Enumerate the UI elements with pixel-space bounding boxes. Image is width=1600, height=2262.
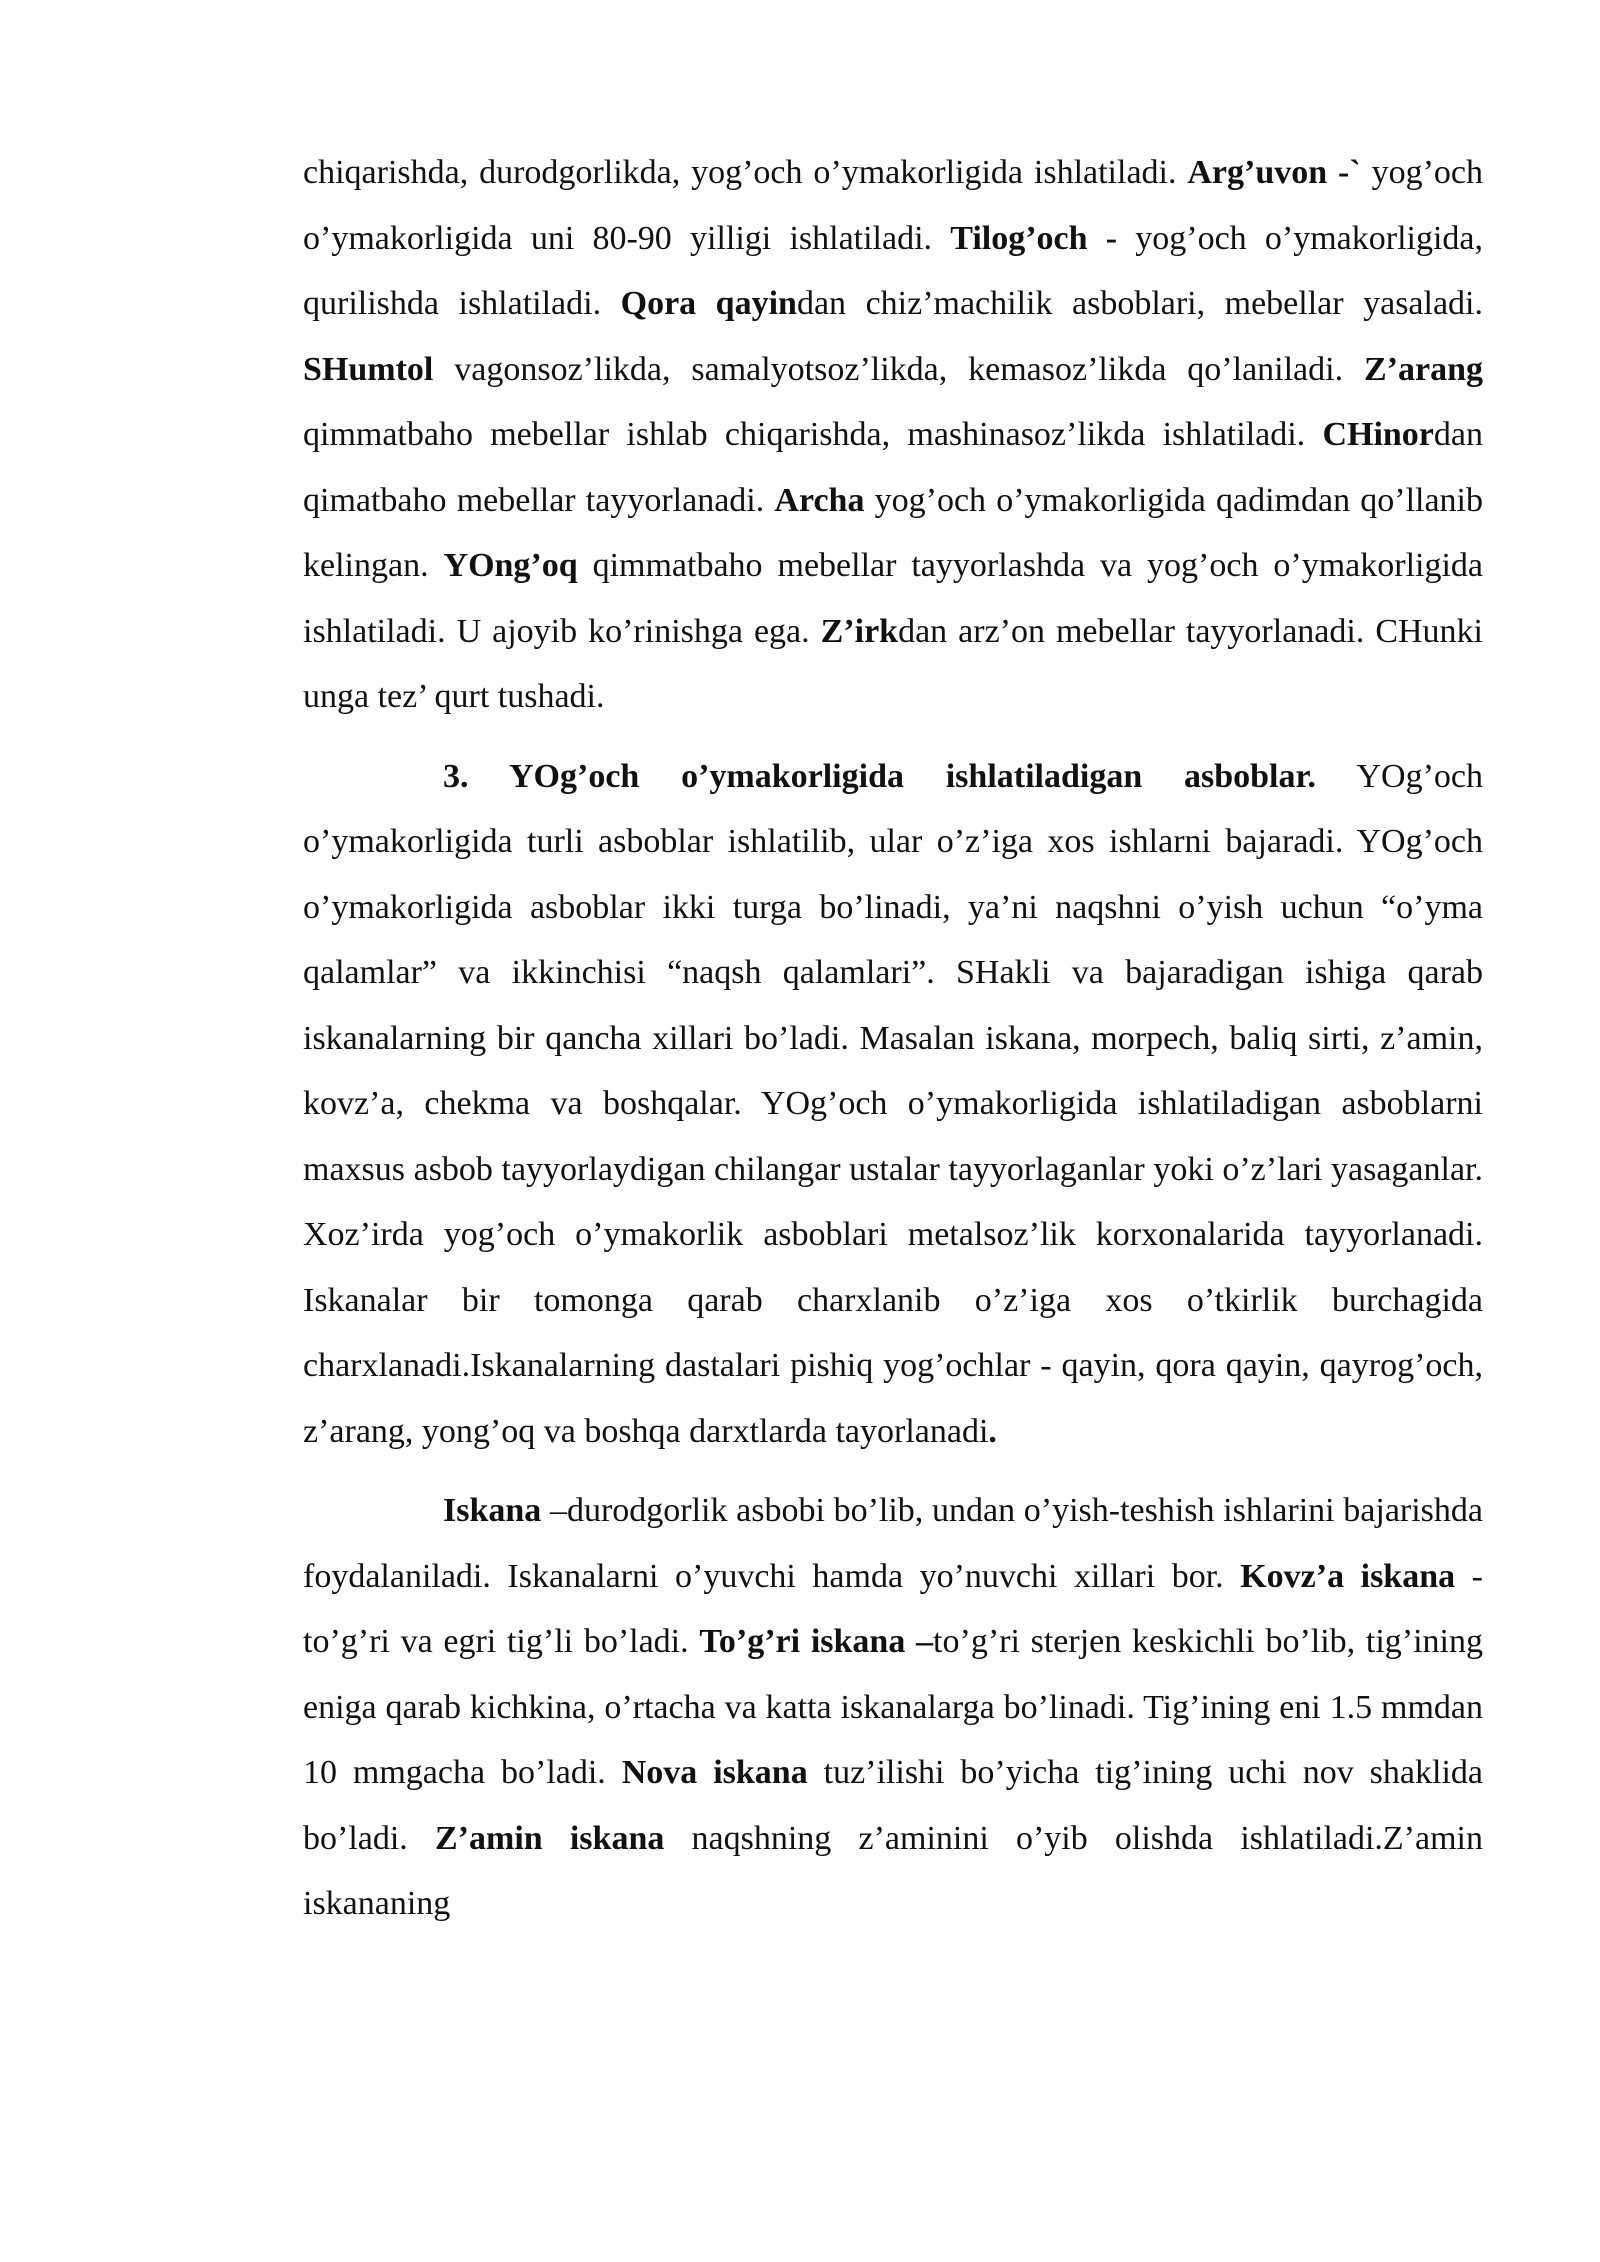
bold-term: Tilog’och -: [950, 219, 1118, 257]
text-run: chiqarishda, durodgorlikda, yog’och o’ymakorligida ishlatiladi.: [303, 154, 1188, 191]
bold-term: Qora qayin: [620, 285, 797, 322]
bold-term: Kovz’a iskana: [1240, 1557, 1456, 1595]
bold-term: Z’arang: [1364, 350, 1483, 388]
paragraph-iskana: [303, 1478, 1483, 1937]
document-page: [303, 140, 1483, 1937]
text-run: dan qimatbaho mebellar tayyorlanadi.: [303, 416, 1483, 519]
bold-term: Arg’uvon -`: [1187, 154, 1361, 191]
text-run: -to’g’ri va egri tig’li bo’ladi.: [303, 1557, 1483, 1660]
text-run: naqshning z’aminini o’yib olishda ishlatiladi.Z’amin iskananing: [303, 1819, 1483, 1922]
bold-term: Iskana: [443, 1492, 542, 1529]
text-run: dan chiz’machilik asboblari, mebellar yasaladi.: [796, 285, 1483, 322]
bold-term: .: [988, 1412, 997, 1450]
text-run: yog’och o’ymakorligida uni 80-90 yilligi ishlatiladi.: [303, 154, 1483, 257]
text-run: to’g’ri sterjen keskichli bo’lib, tig’ining eniga qarab kichkina, o’rtacha va katta iskanalarga bo’linadi. Tig’ining eni 1.5 mmdan 10 mmgacha bo’ladi.: [303, 1623, 1484, 1791]
text-run: yog’och o’ymakorligida qadimdan qo’llanib kelingan.: [303, 481, 1484, 584]
text-run: qimmatbaho mebellar tayyorlashda va yog’och o’ymakorligida ishlatiladi. U ajoyib ko’rinishga ega.: [303, 547, 1484, 650]
text-run: YOg’och o’ymakorligida turli asboblar ishlatilib, ular o’z’iga xos ishlarni bajaradi. YOg’och o’ymakorligida asboblar ikki turga bo’linadi, ya’ni naqshni o’yish uchun “o’yma qalamlar” va ikkinchisi “naqsh qalamlari”. SHakli va bajaradigan ishiga qarab iskanalarning bir qancha xillari bo’ladi. Masalan iskana, morpech, baliq sirti, z’amin, kovz’a, chekma va boshqalar. YOg’och o’ymakorligida ishlatiladigan asboblarni maxsus asbob tayyorlaydigan chilangar ustalar tayyorlaganlar yoki o’z’lari yasaganlar. Xoz’irda yog’och o’ymakorlik asboblari metalsoz’lik korxonalarida tayyorlanadi. Iskanalar bir tomonga qarab charxlanib o’z’iga xos o’tkirlik burchagida charxlanadi.Iskanalarning dastalari pishiq yog’ochlar - qayin, qora qayin, qayrog’och, z’arang, yong’oq va boshqa darxtlarda tayorlanadi: [303, 757, 1484, 1450]
text-run: dan arz’on mebellar tayyorlanadi. CHunki unga tez’ qurt tushadi.: [303, 612, 1483, 715]
text-run: qimmatbaho mebellar ishlab chiqarishda, mashinasoz’likda ishlatiladi.: [303, 416, 1323, 453]
bold-term: SHumtol: [303, 350, 434, 388]
bold-term: 3. YOg’och o’ymakorligida ishlatiladigan asboblar.: [443, 757, 1316, 795]
text-run: tuz’ilishi bo’yicha tig’ining uchi nov shaklida bo’ladi.: [303, 1754, 1483, 1857]
bold-term: Z’irk: [820, 612, 899, 650]
bold-term: YOng’oq: [443, 547, 578, 584]
bold-term: Archa: [774, 481, 865, 519]
text-run: vagonsoz’likda, samalyotsoz’likda, kemasoz’likda qo’laniladi.: [433, 350, 1364, 388]
text-run: yog’och o’ymakorligida, qurilishda ishlatiladi.: [303, 219, 1484, 322]
text-run: –durodgorlik asbobi bo’lib, undan o’yish-teshish ishlarini bajarishda foydalaniladi. Iskanalarni o’yuvchi hamda yo’nuvchi xillari bor.: [303, 1492, 1483, 1595]
paragraph-section-3-tools: [303, 744, 1483, 1465]
bold-term: CHinor: [1322, 416, 1434, 453]
paragraph-wood-types: [303, 140, 1483, 730]
bold-term: To’g’ri iskana –: [699, 1623, 934, 1660]
bold-term: Nova iskana: [621, 1754, 808, 1791]
bold-term: Z’amin iskana: [435, 1819, 665, 1857]
